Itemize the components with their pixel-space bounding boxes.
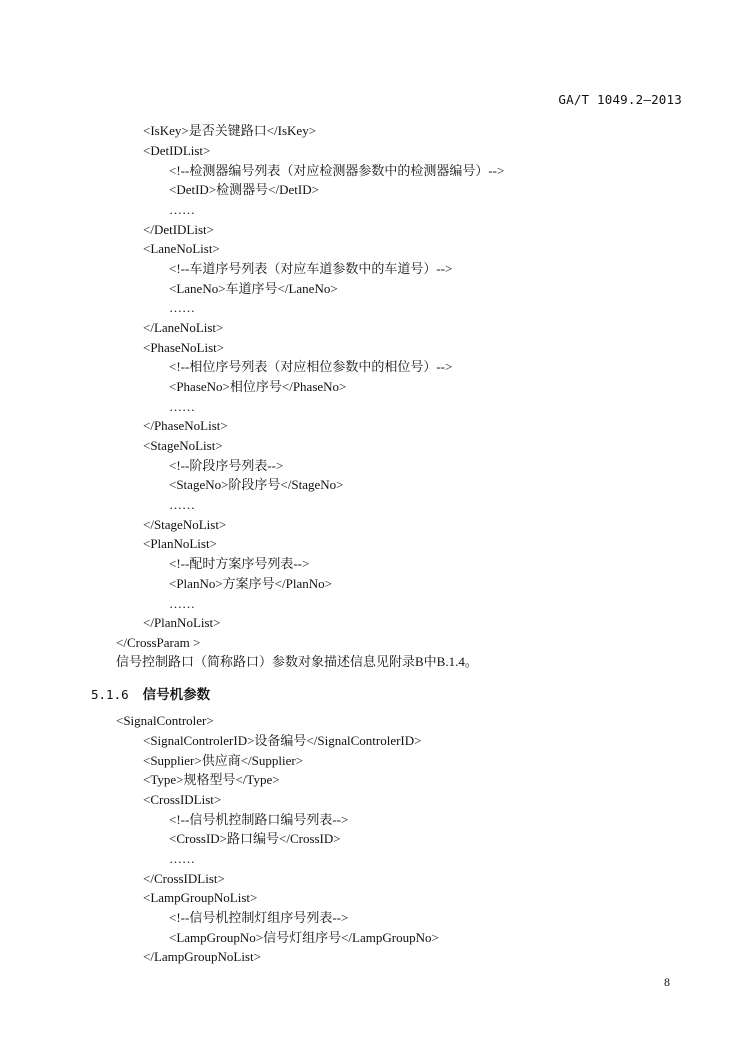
document-code-header: GA/T 1049.2—2013 <box>558 92 682 107</box>
code-line: <PlanNoList> <box>143 536 217 551</box>
ellipsis-line: …… <box>169 497 195 512</box>
ellipsis-line: …… <box>169 596 195 611</box>
code-line: </DetIDList> <box>143 222 214 237</box>
code-line: <Type>规格型号</Type> <box>143 772 280 787</box>
code-line: <LaneNoList> <box>143 241 220 256</box>
code-line: </PhaseNoList> <box>143 418 228 433</box>
code-line: <StageNoList> <box>143 438 223 453</box>
code-line: <IsKey>是否关键路口</IsKey> <box>143 123 317 138</box>
code-line: </LaneNoList> <box>143 320 224 335</box>
code-line: <DetIDList> <box>143 143 211 158</box>
code-comment-line: <!--阶段序号列表--> <box>169 458 284 473</box>
code-comment-line: <!--相位序号列表（对应相位参数中的相位号）--> <box>169 359 453 374</box>
section-number: 5.1.6 <box>91 687 129 702</box>
code-line: </CrossIDList> <box>143 871 225 886</box>
code-comment-line: <!--车道序号列表（对应车道参数中的车道号）--> <box>169 261 453 276</box>
code-comment-line: <!--信号机控制灯组序号列表--> <box>169 910 349 925</box>
code-line: <SignalControler> <box>116 713 214 728</box>
code-line: </StageNoList> <box>143 517 227 532</box>
code-line: <LampGroupNo>信号灯组序号</LampGroupNo> <box>169 930 439 945</box>
code-line: <PhaseNoList> <box>143 340 225 355</box>
code-line: </LampGroupNoList> <box>143 949 261 964</box>
section-title: 信号机参数 <box>142 687 211 703</box>
ellipsis-line: …… <box>169 202 195 217</box>
code-line: <LampGroupNoList> <box>143 890 258 905</box>
page-number: 8 <box>664 975 670 989</box>
code-line: <Supplier>供应商</Supplier> <box>143 753 304 768</box>
code-line: <PlanNo>方案序号</PlanNo> <box>169 576 332 591</box>
paragraph-text: 信号控制路口（简称路口）参数对象描述信息见附录B中B.1.4。 <box>116 654 478 669</box>
code-line: </CrossParam > <box>116 635 201 650</box>
code-line: <PhaseNo>相位序号</PhaseNo> <box>169 379 347 394</box>
code-line: <CrossID>路口编号</CrossID> <box>169 831 341 846</box>
code-line: <StageNo>阶段序号</StageNo> <box>169 477 344 492</box>
code-comment-line: <!--配时方案序号列表--> <box>169 556 310 571</box>
section-heading <box>91 683 210 703</box>
code-comment-line: <!--检测器编号列表（对应检测器参数中的检测器编号）--> <box>169 163 505 178</box>
code-line: </PlanNoList> <box>143 615 221 630</box>
code-line: <SignalControlerID>设备编号</SignalControlerID> <box>143 733 422 748</box>
ellipsis-line: …… <box>169 300 195 315</box>
code-line: <LaneNo>车道序号</LaneNo> <box>169 281 338 296</box>
code-line: <CrossIDList> <box>143 792 222 807</box>
ellipsis-line: …… <box>169 399 195 414</box>
ellipsis-line: …… <box>169 851 195 866</box>
code-line: <DetID>检测器号</DetID> <box>169 182 319 197</box>
code-comment-line: <!--信号机控制路口编号列表--> <box>169 812 349 827</box>
